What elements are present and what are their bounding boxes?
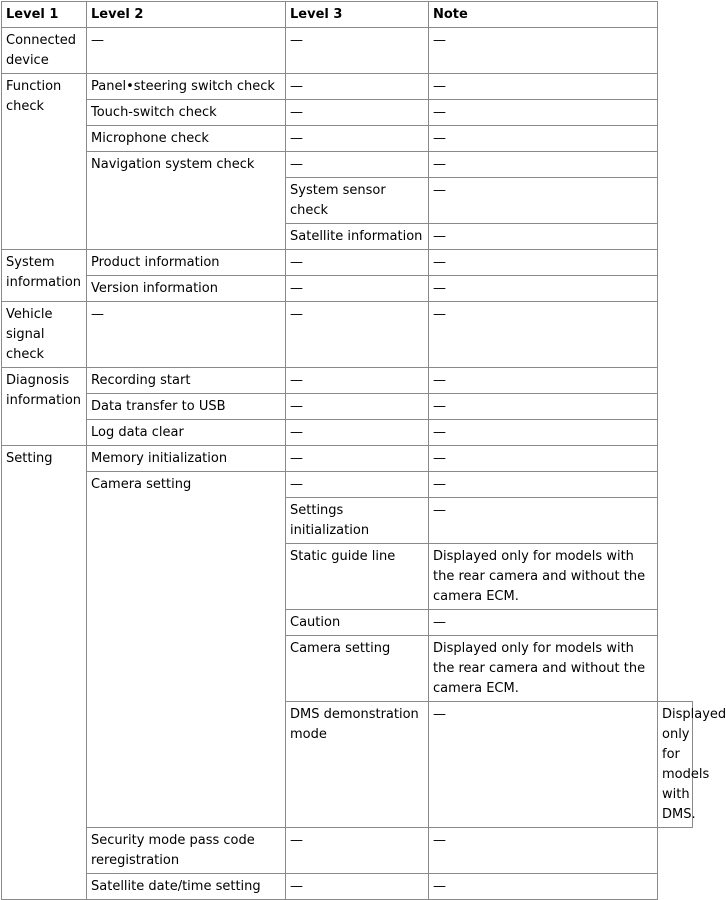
level2-data-transfer-to-usb: Data transfer to USB <box>87 394 286 420</box>
note-static-guide-line: Displayed only for models with the rear camera and without the camera ECM. <box>429 544 658 610</box>
note-dash: — <box>429 152 658 178</box>
note-dash: — <box>429 610 658 636</box>
level1-diagnosis-information: Diagnosis information <box>2 368 87 446</box>
level3-dash: — <box>286 446 429 472</box>
table-row <box>2 152 693 178</box>
level3-dash: — <box>286 126 429 152</box>
level3-dash: — <box>286 828 429 874</box>
table-row <box>2 874 693 900</box>
note-dash: — <box>429 368 658 394</box>
level2-panel-steering-switch-check: Panel•steering switch check <box>87 74 286 100</box>
level3-dash: — <box>286 250 429 276</box>
header-level1: Level 1 <box>2 2 87 28</box>
level1-system-information: System information <box>2 250 87 302</box>
note-dash: — <box>429 276 658 302</box>
note-dash: — <box>429 250 658 276</box>
level2-dash: — <box>87 302 286 368</box>
level3-dash: — <box>286 74 429 100</box>
level2-memory-initialization: Memory initialization <box>87 446 286 472</box>
note-dash: — <box>429 446 658 472</box>
note-dash: — <box>429 302 658 368</box>
level2-version-information: Version information <box>87 276 286 302</box>
level3-dash: — <box>286 472 429 498</box>
table-row <box>2 276 693 302</box>
level2-microphone-check: Microphone check <box>87 126 286 152</box>
level3-dash: — <box>286 100 429 126</box>
level2-security-mode-pass-code-reregistration: Security mode pass code reregistration <box>87 828 286 874</box>
table-row <box>2 74 693 100</box>
note-dash: — <box>429 394 658 420</box>
note-dash: — <box>429 874 658 900</box>
level1-setting: Setting <box>2 446 87 900</box>
note-dash: — <box>429 178 658 224</box>
table-row <box>2 368 693 394</box>
header-level3: Level 3 <box>286 2 429 28</box>
level1-function-check: Function check <box>2 74 87 250</box>
level3-dash: — <box>286 276 429 302</box>
level3-dash: — <box>286 420 429 446</box>
table-row <box>2 302 693 368</box>
note-dash: — <box>429 74 658 100</box>
level2-dash: — <box>87 28 286 74</box>
level3-dash: — <box>286 302 429 368</box>
table-row <box>2 28 693 74</box>
table-row <box>2 446 693 472</box>
level3-dash: — <box>286 28 429 74</box>
level3-camera-setting: Camera setting <box>286 636 429 702</box>
level2-navigation-system-check: Navigation system check <box>87 152 286 250</box>
table-row <box>2 126 693 152</box>
level2-dms-demonstration-mode: DMS demonstration mode <box>286 702 429 828</box>
level1-connected-device: Connected device <box>2 28 87 74</box>
level2-touch-switch-check: Touch-switch check <box>87 100 286 126</box>
note-dash: — <box>429 100 658 126</box>
note-dash: — <box>429 420 658 446</box>
level3-caution: Caution <box>286 610 429 636</box>
level3-system-sensor-check: System sensor check <box>286 178 429 224</box>
table-row <box>2 828 693 874</box>
level2-recording-start: Recording start <box>87 368 286 394</box>
level3-dash: — <box>286 368 429 394</box>
level1-vehicle-signal-check: Vehicle signal check <box>2 302 87 368</box>
level2-camera-setting: Camera setting <box>87 472 286 828</box>
header-note: Note <box>429 2 658 28</box>
level3-dash: — <box>429 702 658 828</box>
note-camera-setting: Displayed only for models with the rear camera and without the camera ECM. <box>429 636 658 702</box>
table-row <box>2 420 693 446</box>
note-dash: — <box>429 126 658 152</box>
level2-satellite-date-time-setting: Satellite date/time setting <box>87 874 286 900</box>
menu-structure-table <box>1 1 726 900</box>
level3-dash: — <box>286 874 429 900</box>
table-row <box>2 472 693 498</box>
level2-product-information: Product information <box>87 250 286 276</box>
table-row <box>2 394 693 420</box>
note-dash: — <box>429 28 658 74</box>
note-dms: Displayed only for models with DMS. <box>658 702 693 828</box>
note-dash: — <box>429 472 658 498</box>
note-dash: — <box>429 224 658 250</box>
note-dash: — <box>429 828 658 874</box>
level3-settings-initialization: Settings initialization <box>286 498 429 544</box>
level3-dash: — <box>286 394 429 420</box>
note-dash: — <box>429 498 658 544</box>
header-level2: Level 2 <box>87 2 286 28</box>
level3-satellite-information: Satellite information <box>286 224 429 250</box>
table-row <box>2 250 693 276</box>
table-row <box>2 100 693 126</box>
level2-log-data-clear: Log data clear <box>87 420 286 446</box>
level3-static-guide-line: Static guide line <box>286 544 429 610</box>
level3-dash: — <box>286 152 429 178</box>
header-row <box>2 2 693 28</box>
